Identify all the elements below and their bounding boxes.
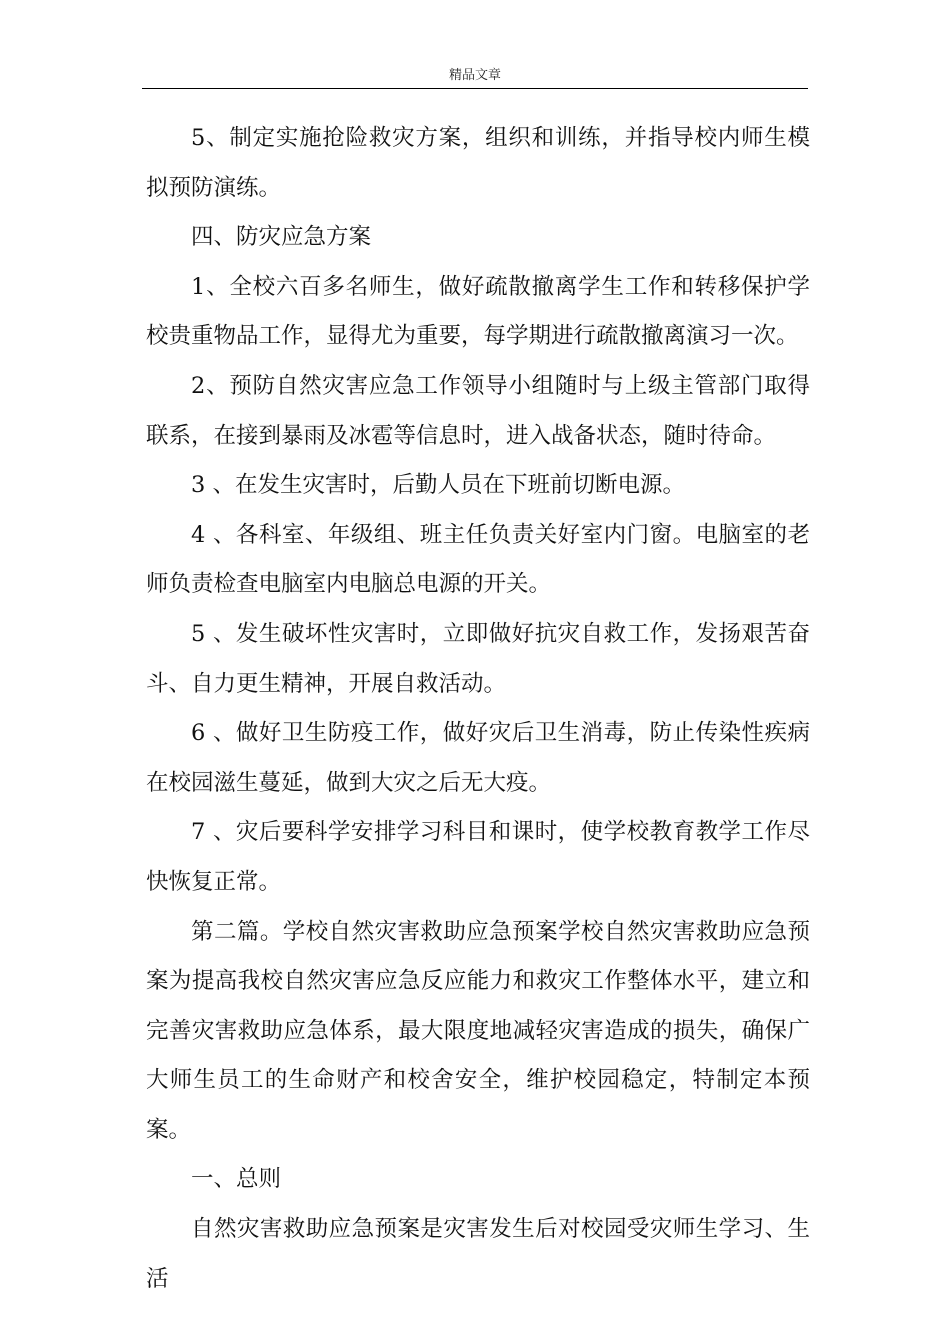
paragraph: 4 、各科室、年级组、班主任负责关好室内门窗。电脑室的老师负责检查电脑室内电脑总电源的开关。 xyxy=(146,521,810,598)
paragraph: 第二篇。学校自然灾害救助应急预案学校自然灾害救助应急预案为提高我校自然灾害应急反应能力和救灾工作整体水平，建立和完善灾害救助应急体系，最大限度地减轻灾害造成的损失，确保广大师生员工的生命财产和校舍安全，维护校园稳定，特制定本预案。 xyxy=(146,918,810,1143)
paragraph: 6 、做好卫生防疫工作，做好灾后卫生消毒，防止传染性疾病在校园滋生蔓延，做到大灾之后无大疫。 xyxy=(146,720,810,796)
header-divider xyxy=(142,88,808,89)
page-header: 精品文章 xyxy=(448,68,501,83)
paragraph: 3 、在发生灾害时，后勤人员在下班前切断电源。 xyxy=(191,472,685,499)
paragraph: 7 、灾后要科学安排学习科目和课时，使学校教育教学工作尽快恢复正常。 xyxy=(146,819,810,895)
section-heading: 一、总则 xyxy=(191,1166,282,1193)
paragraph: 1、全校六百多名师生，做好疏散撤离学生工作和转移保护学校贵重物品工作，显得尤为重要，每学期进行疏散撤离演习一次。 xyxy=(146,273,810,350)
paragraph: 5、制定实施抢险救灾方案，组织和训练，并指导校内师生模拟预防演练。 xyxy=(146,125,810,201)
paragraph: 自然灾害救助应急预案是灾害发生后对校园受灾师生学习、生活 xyxy=(146,1216,810,1292)
paragraph: 2、预防自然灾害应急工作领导小组随时与上级主管部门取得联系，在接到暴雨及冰雹等信息时，进入战备状态，随时待命。 xyxy=(146,372,810,449)
section-heading: 四、防灾应急方案 xyxy=(191,224,372,251)
document-body xyxy=(146,114,810,1304)
paragraph: 5 、发生破坏性灾害时，立即做好抗灾自救工作，发扬艰苦奋斗、自力更生精神，开展自救活动。 xyxy=(146,620,810,697)
